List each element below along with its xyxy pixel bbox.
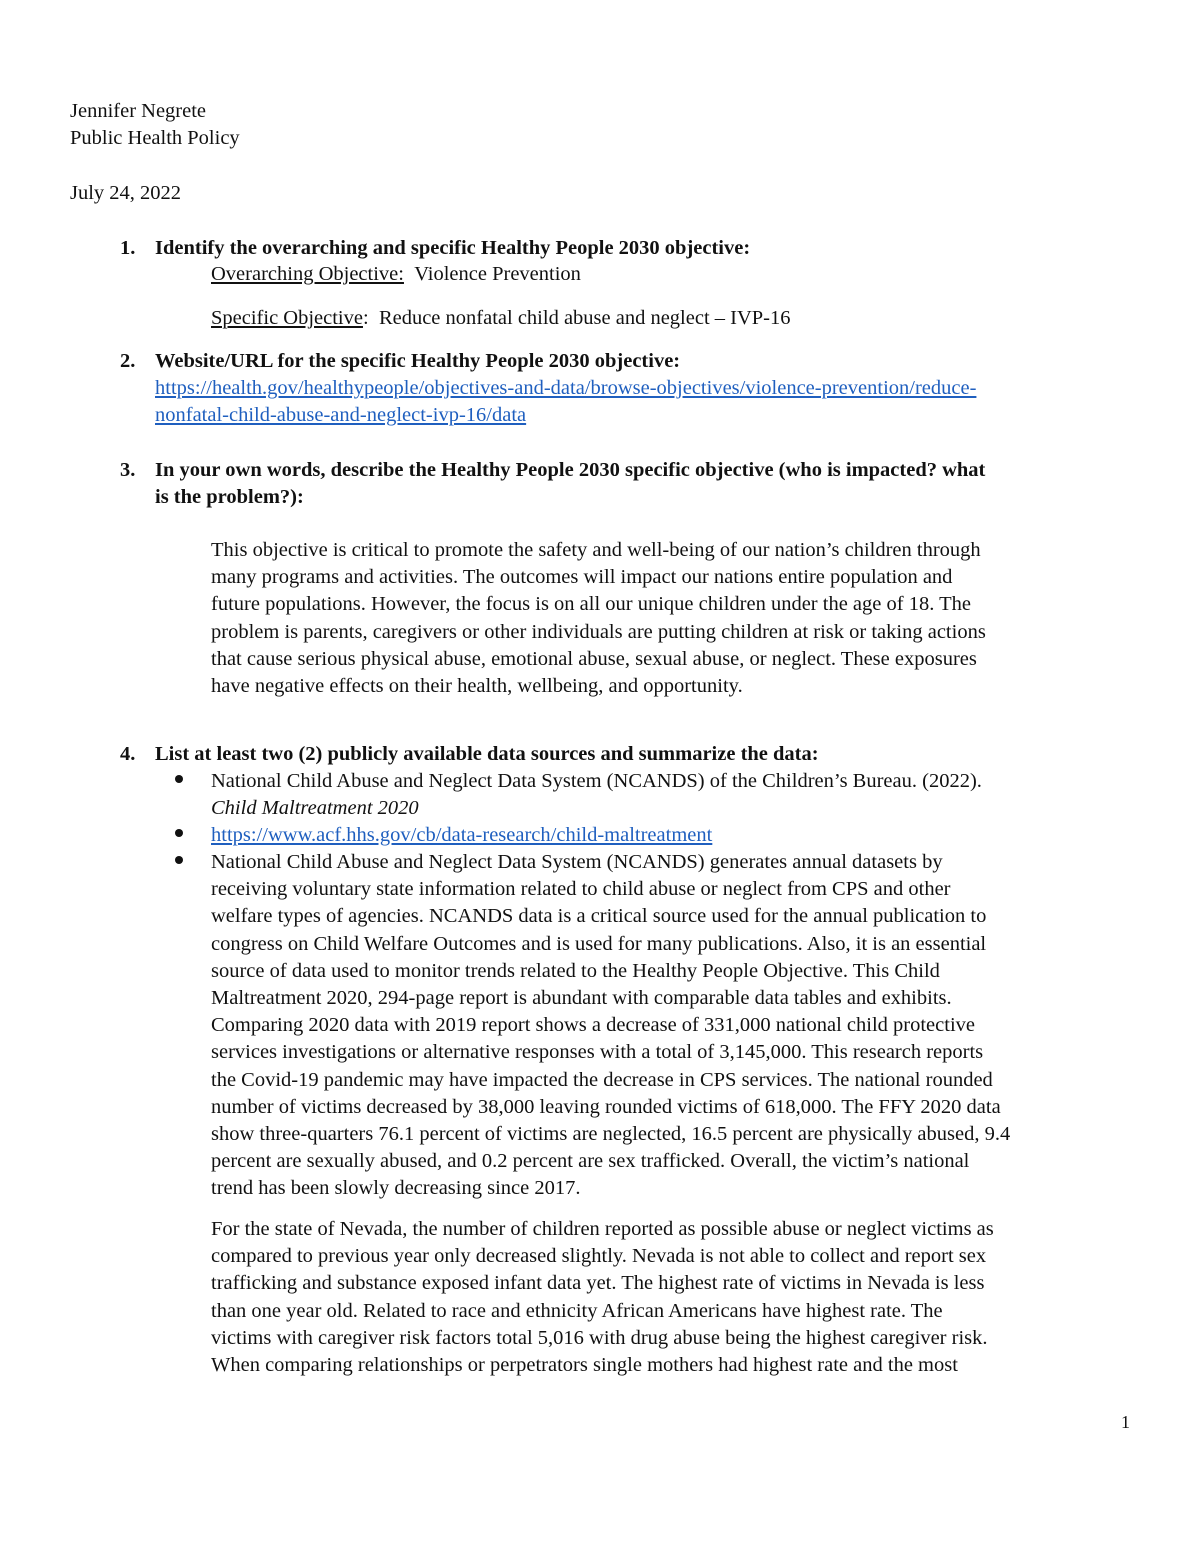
objective-description: [211, 537, 1141, 700]
paragraph-line: services investigations or alternative responses with a total of 3,145,000. This research reports: [211, 1041, 984, 1064]
objective-url-line-1[interactable]: [155, 375, 976, 402]
page-number: 1: [1121, 1412, 1130, 1432]
paragraph-line: This objective is critical to promote the safety and well-being of our nation’s children through: [211, 539, 981, 561]
question-2-heading: [120, 348, 680, 375]
paragraph-line: future populations. However, the focus is on all our unique children under the age of 18. The: [211, 593, 971, 616]
paragraph-line: Comparing 2020 data with 2019 report shows a decrease of 331,000 national child protective: [211, 1014, 975, 1037]
paragraph-line: the Covid-19 pandemic may have impacted the decrease in CPS services. The national rounded: [211, 1068, 993, 1091]
objective-url-link[interactable]: https://health.gov/healthypeople/objectives-and-data/browse-objectives/violence-prevention/reduce-: [155, 377, 977, 399]
paragraph-line: percent are sexually abused, and 0.2 percent are sex trafficked. Overall, the victim’s national: [211, 1150, 970, 1173]
paragraph-line: many programs and activities. The outcomes will impact our nations entire population and: [211, 566, 953, 589]
question-3-heading: [120, 457, 985, 484]
question-number: 3.: [120, 459, 136, 481]
paragraph-line: problem is parents, caregivers or other individuals are putting children at risk or taking actions: [211, 620, 986, 643]
specific-value: Reduce nonfatal child abuse and neglect – IVP-16: [378, 307, 791, 329]
nevada-summary: [211, 1216, 1141, 1379]
question-3-heading-cont: is the problem?):: [155, 486, 304, 508]
author-name: Jennifer Negrete: [70, 100, 207, 122]
data-source-url[interactable]: [211, 822, 712, 849]
specific-colon: :: [362, 307, 369, 329]
question-number: 2.: [120, 350, 136, 372]
overarching-label: Overarching Objective:: [211, 263, 404, 285]
question-text: List at least two (2) publicly available data sources and summarize the data:: [155, 743, 819, 765]
question-text: Website/URL for the specific Healthy People 2030 objective:: [155, 350, 681, 372]
course-name: Public Health Policy: [70, 127, 240, 149]
document-date: July 24, 2022: [70, 182, 182, 204]
paragraph-line: National Child Abuse and Neglect Data System (NCANDS) generates annual datasets by: [211, 851, 943, 873]
paragraph-line: welfare types of agencies. NCANDS data is a critical source used for the annual publication to: [211, 905, 987, 928]
overarching-objective: [211, 261, 581, 288]
bullet-icon: [175, 829, 185, 839]
question-number: 4.: [120, 743, 136, 765]
specific-label: Specific Objective: [211, 307, 363, 329]
question-number: 1.: [120, 237, 136, 259]
paragraph-line: compared to previous year only decreased slightly. Nevada is not able to collect and report sex: [211, 1245, 987, 1268]
question-text: Identify the overarching and specific Healthy People 2030 objective:: [155, 237, 751, 259]
question-1-heading: [120, 235, 750, 262]
paragraph-line: Maltreatment 2020, 294-page report is abundant with comparable data tables and exhibits.: [211, 987, 952, 1010]
paragraph-line: that cause serious physical abuse, emotional abuse, sexual abuse, or neglect. These exposures: [211, 647, 977, 670]
paragraph-line: trafficking and substance exposed infant data yet. The highest rate of victims in Nevada is less: [211, 1272, 985, 1295]
objective-url-line-2[interactable]: [155, 402, 526, 429]
paragraph-line: have negative effects on their health, wellbeing, and opportunity.: [211, 675, 743, 698]
overarching-value: Violence Prevention: [414, 263, 581, 285]
paragraph-line: show three-quarters 76.1 percent of victims are neglected, 16.5 percent are physically abused, 9.4: [211, 1123, 1011, 1146]
paragraph-line: number of victims decreased by 38,000 leaving rounded victims of 618,000. The FFY 2020 data: [211, 1095, 1001, 1118]
question-4-heading: [120, 741, 819, 768]
paragraph-line: congress on Child Welfare Outcomes and is used for many publications. Also, it is an essential: [211, 932, 987, 955]
objective-url-link-cont[interactable]: nonfatal-child-abuse-and-neglect-ivp-16/data: [155, 404, 527, 426]
paragraph-line: source of data used to monitor trends related to the Healthy People Objective. This Child: [211, 959, 940, 982]
paragraph-line: than one year old. Related to race and ethnicity African Americans have highest rate. The: [211, 1299, 943, 1322]
paragraph-line: trend has been slowly decreasing since 2017.: [211, 1177, 581, 1200]
data-source-title: Child Maltreatment 2020: [211, 797, 419, 819]
bullet-icon: [175, 775, 185, 785]
paragraph-line: When comparing relationships or perpetrators single mothers had highest rate and the most: [211, 1354, 958, 1377]
data-summary: [211, 849, 1141, 1203]
specific-objective: [211, 305, 791, 332]
paragraph-line: For the state of Nevada, the number of children reported as possible abuse or neglect victims as: [211, 1218, 994, 1240]
bullet-icon: [175, 856, 185, 866]
paragraph-line: receiving voluntary state information related to child abuse or neglect from CPS and other: [211, 878, 951, 901]
paragraph-line: victims with caregiver risk factors total 5,016 with drug abuse being the highest caregiver risk.: [211, 1326, 988, 1349]
data-source-citation: National Child Abuse and Neglect Data System (NCANDS) of the Children’s Bureau. (2022).: [211, 770, 982, 792]
data-source-link[interactable]: https://www.acf.hhs.gov/cb/data-research/child-maltreatment: [211, 824, 713, 846]
question-text: In your own words, describe the Healthy People 2030 specific objective (who is impacted? what: [155, 459, 986, 481]
